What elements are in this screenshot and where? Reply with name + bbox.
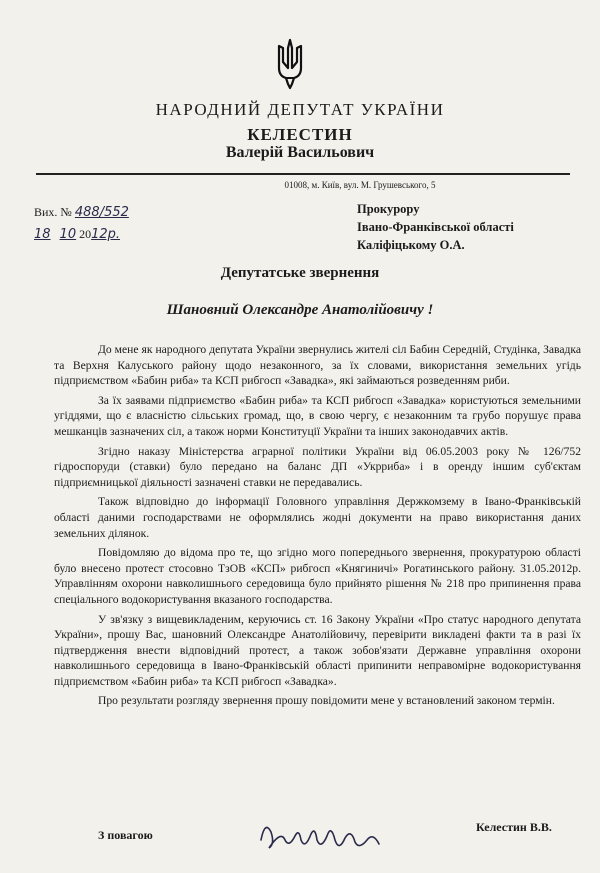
outgoing-date-year-prefix: 20 — [79, 227, 92, 241]
recipient-line-2: Івано-Франківської області — [357, 220, 514, 234]
handwritten-signature — [255, 810, 385, 860]
header-surname: КЕЛЕСТИН — [247, 125, 353, 144]
outgoing-date-day: 18 — [34, 227, 51, 242]
header-fullname: Валерій Васильович — [225, 144, 375, 161]
paragraph: Згідно наказу Міністерства аграрної політики України від 06.05.2003 року № 126/752 гідроспоруди (ставки) було передано на баланс ДП «Укрриба» і в оренду іншим суб'єктам підприємницької діяльності зазначені ставки не передавались. — [54, 444, 581, 489]
paragraph: Повідомляю до відома про те, що згідно мого попереднього звернення, прокуратурою області було внесено протест стосовно ТзОВ «КСП» рибгосп «Княгиничі» Рогатинського району. 31.05.2012р. Управлінням охорони навколишнього середовища було прийнято рішення № 218 про припинення права спеціального водокористування вказаного господарства. — [54, 546, 581, 606]
closing-phrase: З повагою — [98, 828, 153, 842]
paragraph: У зв'язку з вищевикладеним, керуючись ст. 16 Закону України «Про статус народного депутата України», прошу Вас, шановний Олександре Анатолійовичу, перевірити викладені факти та в разі їх підтвердження внести відповідний протест, а також зобов'язати Державне управління охорони навколишнього середовища в Івано-Франківській області припинити неправомірне водокористування підприємством «Бабин риба» та КСП рибгосп «Завадка». — [54, 612, 581, 688]
letter-body — [54, 342, 581, 713]
outgoing-number-label: Вих. № — [34, 205, 72, 219]
recipient-block — [357, 200, 514, 254]
header-divider — [36, 173, 570, 175]
recipient-line-1: Прокурору — [357, 202, 420, 216]
signer-name: Келестин В.В. — [476, 820, 552, 834]
outgoing-number — [34, 205, 129, 220]
paragraph: Також відповідно до інформації Головного управління Держкомзему в Івано-Франківській області даними господарствами не оформлялись жодні документи на право використання даних земельних ділянок. — [54, 495, 581, 540]
trident-emblem-icon — [273, 38, 307, 90]
salutation: Шановний Олександре Анатолійовичу ! — [166, 302, 434, 318]
recipient-line-3: Каліфіцькому О.А. — [357, 238, 465, 252]
header-title: НАРОДНИЙ ДЕПУТАТ УКРАЇНИ — [155, 100, 445, 119]
outgoing-date — [34, 227, 120, 242]
outgoing-date-month: 10 — [59, 227, 77, 242]
paragraph: За їх заявами підприємство «Бабин риба» та КСП рибгосп «Завадка» користуються земельними угіддями, що є власністю сільських громад, що, в свою чергу, є незаконним та грубо порушує права мешканців зазначених сіл, а також норми Конституції України та інших законодавчих актів. — [54, 393, 581, 438]
outgoing-date-year-suffix: 12р. — [91, 227, 121, 242]
outgoing-number-value: 488/552 — [74, 205, 129, 220]
paragraph: До мене як народного депутата України звернулись жителі сіл Бабин Середній, Студінка, Завадка та Верхня Калуського району щодо незаконного, за їх словами, використання земельних угідь підприємством «Бабин риба» та КСП рибгосп «Завадка», які займаються розведенням риби. — [54, 343, 581, 388]
document-title: Депутатське звернення — [220, 265, 380, 281]
header-address: 01008, м. Київ, вул. М. Грушевського, 5 — [284, 180, 436, 190]
paragraph: Про результати розгляду звернення прошу повідомити мене у встановлений законом термін. — [98, 694, 555, 708]
